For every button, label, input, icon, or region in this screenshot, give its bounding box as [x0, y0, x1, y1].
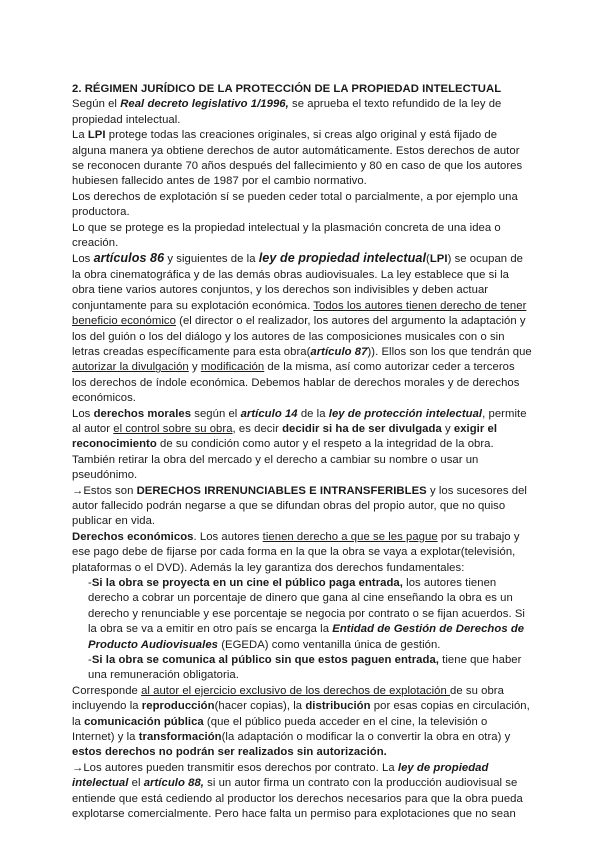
list-item-cine — [72, 576, 532, 653]
bold-term: transformación — [138, 731, 222, 744]
text-span: )). Ellos son los que tendrán que — [367, 345, 532, 358]
text-span: (la adaptación o modificar la o convertir la obra en otra) y — [221, 731, 511, 744]
section-title: 2. RÉGIMEN JURÍDICO DE LA PROTECCIÓN DE LA PROPIEDAD INTELECTUAL — [72, 83, 502, 95]
lpi-term: LPI — [429, 253, 448, 266]
underlined-phrase: autorizar la divulgación — [72, 361, 189, 374]
text-span: por esas copias en circulación, la — [72, 700, 530, 728]
text-span: y — [441, 422, 454, 435]
text-span: →Los autores pueden transmitir esos derechos por contrato. La — [72, 761, 398, 774]
bold-term: Si la obra se proyecta en un cine el público paga entrada, — [91, 577, 403, 589]
text-span: . Los autores — [193, 530, 263, 543]
article-reference: artículo 14 — [240, 407, 298, 420]
list-item-comunica — [72, 653, 532, 684]
text-span: - — [88, 577, 92, 589]
text-span: y — [188, 361, 201, 374]
paragraph-transmitir-derechos — [72, 761, 532, 823]
text-span: , permite al autor — [72, 407, 527, 435]
bold-term: estos derechos no podrán ser realizados sin autorización. — [72, 746, 387, 759]
text-span: Los — [72, 253, 94, 266]
text-span: Corresponde — [72, 684, 142, 697]
decree-reference: Real decreto legislativo 1/1996, — [120, 98, 289, 111]
text-span: Los — [72, 407, 94, 420]
underlined-phrase: Todos los autores tienen derecho de tener beneficio económico — [72, 299, 527, 328]
text-span: protege todas las creaciones originales, si creas algo original y está fijado de alguna manera ya obtiene derechos de autor automáticamente. Estos derechos de autor se reconocen durante 70 años después del fallecimiento y 80 en caso de que los autores hubiesen fallecido antes de 1987 por el cambio normativo. — [72, 129, 523, 188]
paragraph-derechos-morales — [72, 407, 532, 484]
bold-term: reproducción — [141, 700, 215, 713]
text-span: (que el público pueda acceder en el cine, la televisión o Internet) y la — [72, 715, 488, 744]
text-span: de la — [297, 407, 329, 420]
underlined-phrase: al autor el ejercicio exclusivo de los derechos de explotación — [141, 684, 451, 697]
article-reference: artículo 87 — [310, 345, 368, 358]
text-span: y los sucesores del autor fallecido podrán negarse a que se difundan obras del propio autor, que no quiso publicar en vida. — [72, 484, 527, 528]
paragraph-derechos-explotacion: Los derechos de explotación sí se pueden ceder total o parcialmente, a por ejemplo una productora. — [72, 190, 518, 219]
paragraph-corresponde — [72, 684, 532, 761]
underlined-phrase: el control sobre su obra — [113, 422, 233, 435]
entity-name: Entidad de Gestión de Derechos de Producto Audiovisuales — [88, 623, 525, 651]
text-span: ) se ocupan de la obra cinematográfica y de las demás obras audiovisuales. La ley establece que si la obra tiene varios autores conjuntos, y los derechos son indivisibles y deben actuar conjuntamente para su explotación económica. — [72, 253, 523, 312]
text-span: y siguientes de la — [164, 253, 259, 266]
document-page — [72, 82, 532, 823]
paragraph-derechos-economicos — [72, 530, 532, 576]
bold-term: derechos morales — [93, 407, 192, 420]
underlined-phrase: modificación — [200, 361, 265, 374]
bold-term: exigir el reconocimiento — [72, 422, 498, 451]
bold-term: Derechos económicos — [72, 530, 194, 543]
text-span: de la misma, así como autorizar ceder a terceros los derechos de índole económica. Debemos hablar de derechos morales y de derechos económicos. — [72, 361, 520, 405]
bold-term: decidir si ha de ser divulgada — [282, 422, 442, 435]
text-span: tiene que haber una remuneración obligatoria. — [88, 654, 522, 682]
bold-term: distribución — [305, 700, 371, 713]
bold-term: DERECHOS IRRENUNCIABLES E INTRANSFERIBLES — [136, 484, 427, 497]
bold-term: Si la obra se comunica al público sin que estos paguen entrada, — [91, 654, 439, 667]
text-span: (EGEDA) como ventanilla única de gestión. — [218, 638, 441, 651]
text-span: de su obra incluyendo la — [72, 684, 504, 713]
paragraph-irrenunciables — [72, 484, 532, 530]
text-span: los autores tienen derecho a cobrar un porcentaje de dinero que gana al cine enseñando la obra es un derecho y renunciable y ese porcentaje se negocia por contrato o se fijan acuerdos. Si la obra se va a emitir en otro país se encarga la — [88, 577, 525, 636]
text-span: (el director o el realizador, los autores del argumento la adaptación y los del guión o los del diálogo y los autores de las composiciones musicales con o sin letras creadas específicamente para esta obra( — [72, 315, 526, 358]
paragraph-articulos-86 — [72, 251, 532, 406]
bold-term: comunicación pública — [84, 715, 204, 728]
paragraph-que-se-protege: Lo que se protege es la propiedad intelectual y la plasmación concreta de una idea o creación. — [72, 221, 501, 250]
text-span: , es decir — [232, 422, 283, 435]
text-span: ( — [426, 253, 430, 266]
article-reference: artículos 86 — [93, 251, 165, 266]
text-span: →Estos son — [72, 484, 137, 497]
text-span: Según el — [72, 98, 121, 111]
text-span: de su condición como autor y el respeto a la integridad de la obra. También retirar la obra del mercado y el derecho a cambiar su nombre o usar un pseudónimo. — [72, 438, 494, 482]
law-reference: ley de propiedad intelectual — [72, 761, 489, 790]
law-reference: ley de propiedad intelectual — [258, 251, 427, 266]
underlined-phrase: tienen derecho a que se les pague — [262, 530, 438, 543]
article-reference: artículo 88, — [143, 777, 204, 790]
text-span: por su trabajo y ese pago debe de fijarse por cada forma en la que la obra se vaya a explotar(televisión, plataformas o el DVD). Además la ley garantiza dos derechos fundamentales: — [72, 530, 520, 574]
text-span: La — [72, 129, 88, 142]
text-span: si un autor firma un contrato con la producción audiovisual se entiende que está cediendo al productor los derechos necesarios para que la obra pueda explotarse comercialmente. Pero hace falta un permiso para explotaciones que no sean — [72, 777, 523, 821]
law-reference: ley de protección intelectual — [328, 407, 483, 420]
lpi-term: LPI — [87, 129, 106, 142]
text-span: según el — [191, 407, 241, 420]
text-span: (hacer copias), la — [214, 700, 306, 713]
text-span: el — [128, 777, 144, 790]
paragraph-real-decreto — [72, 97, 532, 128]
paragraph-lpi — [72, 128, 532, 190]
text-span: - — [88, 654, 92, 667]
text-span: se aprueba el texto refundido de la ley de propiedad intelectual. — [72, 98, 502, 126]
